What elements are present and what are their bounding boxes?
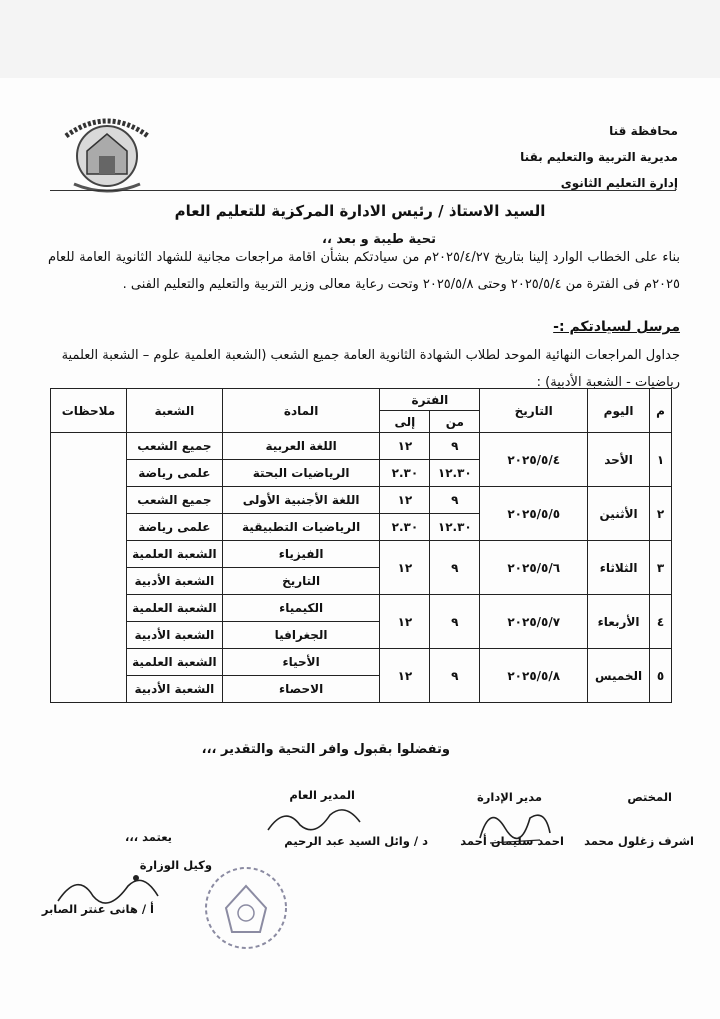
cell-subject: الأحياء <box>222 649 380 676</box>
directorate-line: مديرية التربية والتعليم بقنا <box>520 150 678 164</box>
cell-branch: جميع الشعب <box>126 487 222 514</box>
governorate-line: محافظة قنا <box>609 124 678 138</box>
cell-from: ٩ <box>430 649 480 703</box>
cell-from: ٩ <box>430 487 480 514</box>
cell-branch: الشعبة الأدبية <box>126 676 222 703</box>
col-period: الفترة <box>380 389 480 411</box>
cell-subject: اللغة الأجنبية الأولى <box>222 487 380 514</box>
general-director-signature-icon <box>260 800 370 840</box>
cell-day: الثلاثاء <box>588 541 650 595</box>
col-branch: الشعبة <box>126 389 222 433</box>
cell-to: ٢.٣٠ <box>380 460 430 487</box>
cell-branch: جميع الشعب <box>126 433 222 460</box>
cell-num: ١ <box>650 433 672 487</box>
admin-director-signature-icon <box>470 798 560 848</box>
admin-director-name: احمد سليمان أحمد <box>460 834 564 848</box>
cell-day: الأحد <box>588 433 650 487</box>
admin-director-title: مدير الإدارة <box>477 790 542 804</box>
cell-num: ٢ <box>650 487 672 541</box>
cell-date: ٢٠٢٥/٥/٦ <box>480 541 588 595</box>
cell-to: ٢.٣٠ <box>380 514 430 541</box>
cell-branch: الشعبة العلمية <box>126 649 222 676</box>
cell-subject: الرياضيات التطبيقية <box>222 514 380 541</box>
deputy-signature-icon <box>48 866 168 916</box>
table-row <box>51 649 672 676</box>
cell-to: ١٢ <box>380 433 430 460</box>
cell-date: ٢٠٢٥/٥/٧ <box>480 595 588 649</box>
cell-branch: علمى رياضة <box>126 460 222 487</box>
review-schedule-table <box>50 388 672 703</box>
specialist-title: المختص <box>627 790 672 804</box>
cell-subject: الفيزياء <box>222 541 380 568</box>
table-row <box>51 595 672 622</box>
table-row <box>51 433 672 460</box>
col-day: اليوم <box>588 389 650 433</box>
cell-branch: الشعبة العلمية <box>126 595 222 622</box>
cell-from: ١٢.٣٠ <box>430 460 480 487</box>
approved-label: يعتمد ،،، <box>125 830 172 844</box>
cell-from: ٩ <box>430 595 480 649</box>
deputy-name: أ / هانى عنتر الصابر <box>41 902 154 916</box>
deputy-title: وكيل الوزارة <box>139 858 212 872</box>
cell-date: ٢٠٢٥/٥/٤ <box>480 433 588 487</box>
table-row <box>51 541 672 568</box>
cell-num: ٥ <box>650 649 672 703</box>
col-date: التاريخ <box>480 389 588 433</box>
cell-to: ١٢ <box>380 487 430 514</box>
closing-line: وتفضلوا بقبول وافر التحية والتقدير ،،، <box>201 742 450 757</box>
letterhead <box>520 118 678 196</box>
col-from: من <box>430 411 480 433</box>
cell-date: ٢٠٢٥/٥/٥ <box>480 487 588 541</box>
cell-num: ٣ <box>650 541 672 595</box>
ministry-logo-icon <box>52 106 162 198</box>
cell-subject: الاحصاء <box>222 676 380 703</box>
table-row <box>51 487 672 514</box>
letter-page <box>0 78 720 1019</box>
col-to: إلى <box>380 411 430 433</box>
cell-day: الأربعاء <box>588 595 650 649</box>
cell-day: الأثنين <box>588 487 650 541</box>
official-seal-icon <box>200 858 292 958</box>
cell-day: الخميس <box>588 649 650 703</box>
col-notes: ملاحظات <box>51 389 127 433</box>
sent-label: مرسل لسيادتكم :- <box>553 319 680 335</box>
cell-branch: الشعبة الأدبية <box>126 622 222 649</box>
cell-notes <box>51 433 127 703</box>
addressee-line: السيد الاستاذ / رئيس الادارة المركزية للتعليم العام <box>174 202 546 220</box>
cell-branch: علمى رياضة <box>126 514 222 541</box>
cell-branch: الشعبة العلمية <box>126 541 222 568</box>
header-divider <box>50 190 676 191</box>
col-num: م <box>650 389 672 433</box>
schedule-intro: جداول المراجعات النهائية الموحد لطلاب الشهادة الثانوية العامة جميع الشعب (الشعبة العلمية علوم – الشعبة العلمية رياضيات - الشعبة الأدبية) : <box>61 348 680 390</box>
cell-to: ١٢ <box>380 649 430 703</box>
cell-subject: اللغة العربية <box>222 433 380 460</box>
general-director-name: د / وائل السيد عبد الرحيم <box>284 834 428 848</box>
cell-num: ٤ <box>650 595 672 649</box>
cell-subject: الجغرافيا <box>222 622 380 649</box>
cell-subject: الرياضيات البحتة <box>222 460 380 487</box>
greeting: تحية طيبة و بعد ،، <box>322 232 436 247</box>
cell-from: ١٢.٣٠ <box>430 514 480 541</box>
cell-branch: الشعبة الأدبية <box>126 568 222 595</box>
cell-to: ١٢ <box>380 541 430 595</box>
specialist-name: اشرف زغلول محمد <box>584 834 694 848</box>
cell-from: ٩ <box>430 433 480 460</box>
general-director-title: المدير العام <box>289 788 355 802</box>
col-subject: المادة <box>222 389 380 433</box>
cell-to: ١٢ <box>380 595 430 649</box>
cell-subject: التاريخ <box>222 568 380 595</box>
letter-body: بناء على الخطاب الوارد إلينا بتاريخ ٢٠٢٥/٤/٢٧م من سيادتكم بشأن اقامة مراجعات مجانية للشهاد الثانوية العامة للعام ٢٠٢٥م فى الفترة من ٢٠٢٥/٥/٤ وحتى ٢٠٢٥/٥/٨ وتحت رعاية معالى وزير التربية والتعليم والتعليم الفنى . <box>48 250 680 292</box>
cell-from: ٩ <box>430 541 480 595</box>
department-line: إدارة التعليم الثانوى <box>560 176 678 190</box>
cell-subject: الكيمياء <box>222 595 380 622</box>
cell-date: ٢٠٢٥/٥/٨ <box>480 649 588 703</box>
